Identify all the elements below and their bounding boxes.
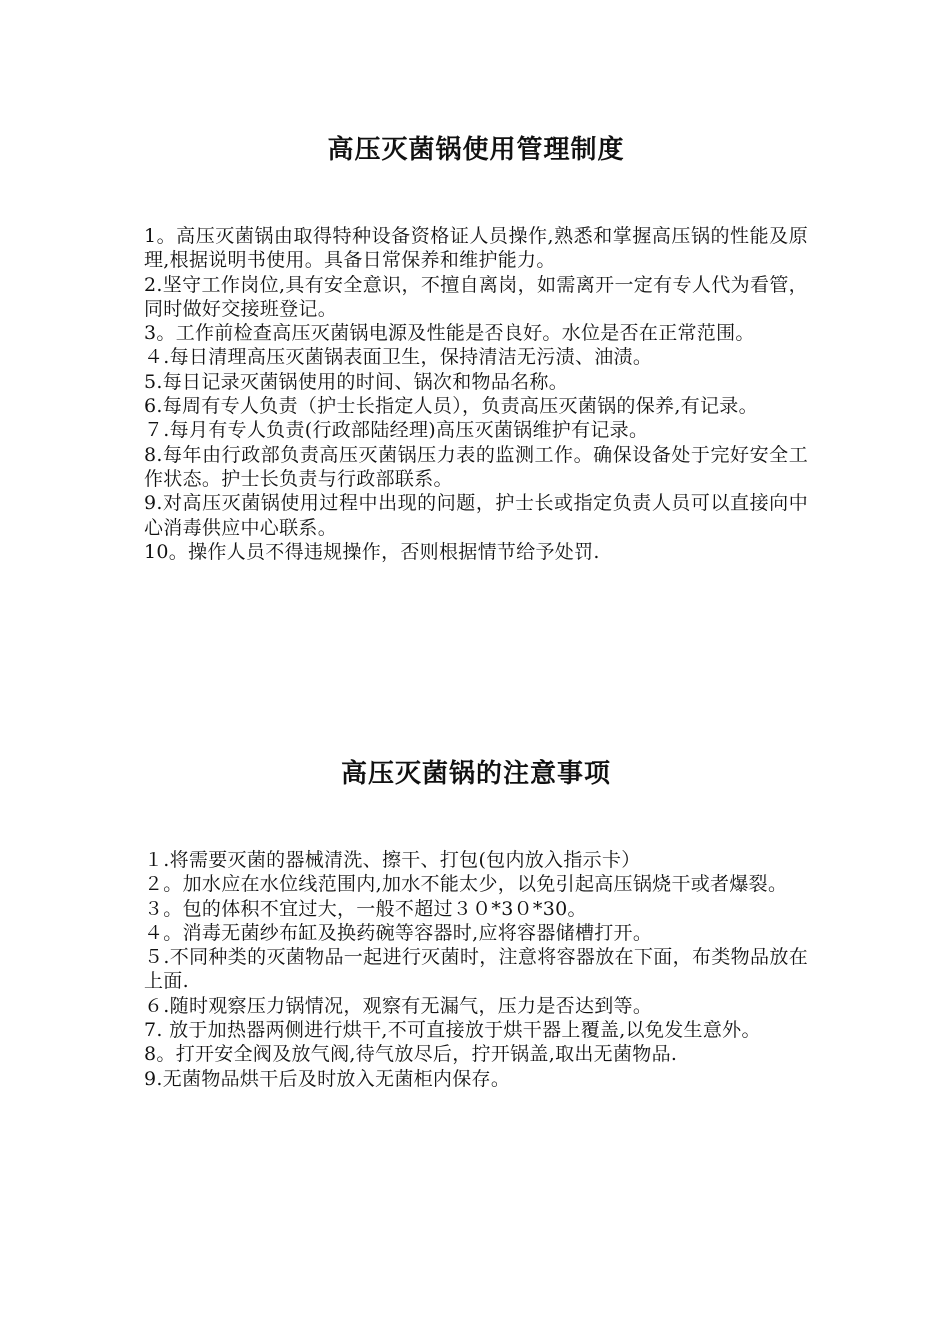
list-item: ４.每日清理高压灭菌锅表面卫生，保持清洁无污渍、油渍。	[144, 346, 653, 369]
list-item: 8.每年由行政部负责高压灭菌锅压力表的监测工作。确保设备处于完好安全工作状态。护士长负责与行政部联系。	[144, 443, 808, 490]
list-item: 7. 放于加热器两侧进行烘干,不可直接放于烘干器上覆盖,以免发生意外。	[144, 1019, 761, 1042]
precautions-section	[144, 752, 808, 1091]
list-item: 2.坚守工作岗位,具有安全意识，不擅自离岗，如需离开一定有专人代为看管，同时做好交接班登记。	[144, 273, 808, 320]
management-rules-section	[144, 128, 808, 564]
list-item: 9.无菌物品烘干后及时放入无菌柜内保存。	[144, 1067, 511, 1090]
precautions-list	[144, 848, 808, 1091]
rules-list	[144, 224, 808, 564]
list-item: ２。加水应在水位线范围内,加水不能太少，以免引起高压锅烧干或者爆裂。	[144, 873, 788, 896]
list-item: 9.对高压灭菌锅使用过程中出现的问题，护士长或指定负责人员可以直接向中心消毒供应中心联系。	[144, 492, 808, 539]
list-item: １.将需要灭菌的器械清洗、擦干、打包(包内放入指示卡）	[144, 849, 641, 871]
list-item: ３。包的体积不宜过大，一般不超过３０*3０*30。	[144, 897, 587, 920]
list-item: 3。工作前检查高压灭菌锅电源及性能是否良好。水位是否在正常范围。	[144, 322, 755, 345]
list-item: 10。操作人员不得违规操作，否则根据情节给予处罚.	[144, 540, 600, 563]
list-item: 1。高压灭菌锅由取得特种设备资格证人员操作,熟悉和掌握高压锅的性能及原理,根据说明书使用。具备日常保养和维护能力。	[144, 225, 808, 272]
list-item: 6.每周有专人负责（护士长指定人员），负责高压灭菌锅的保养,有记录。	[144, 395, 758, 418]
list-item: ７.每月有专人负责(行政部陆经理)高压灭菌锅维护有记录。	[144, 419, 649, 442]
list-item: ５.不同种类的灭菌物品一起进行灭菌时，注意将容器放在下面，布类物品放在上面.	[144, 946, 808, 993]
section-title: 高压灭菌锅的注意事项	[340, 759, 611, 789]
list-item: 5.每日记录灭菌锅使用的时间、锅次和物品名称。	[144, 370, 569, 393]
section-title: 高压灭菌锅使用管理制度	[327, 135, 625, 165]
list-item: ４。消毒无菌纱布缸及换药碗等容器时,应将容器储槽打开。	[144, 921, 653, 944]
list-item: 8。打开安全阀及放气阀,待气放尽后，拧开锅盖,取出无菌物品.	[144, 1043, 678, 1066]
list-item: ６.随时观察压力锅情况，观察有无漏气，压力是否达到等。	[144, 994, 653, 1017]
